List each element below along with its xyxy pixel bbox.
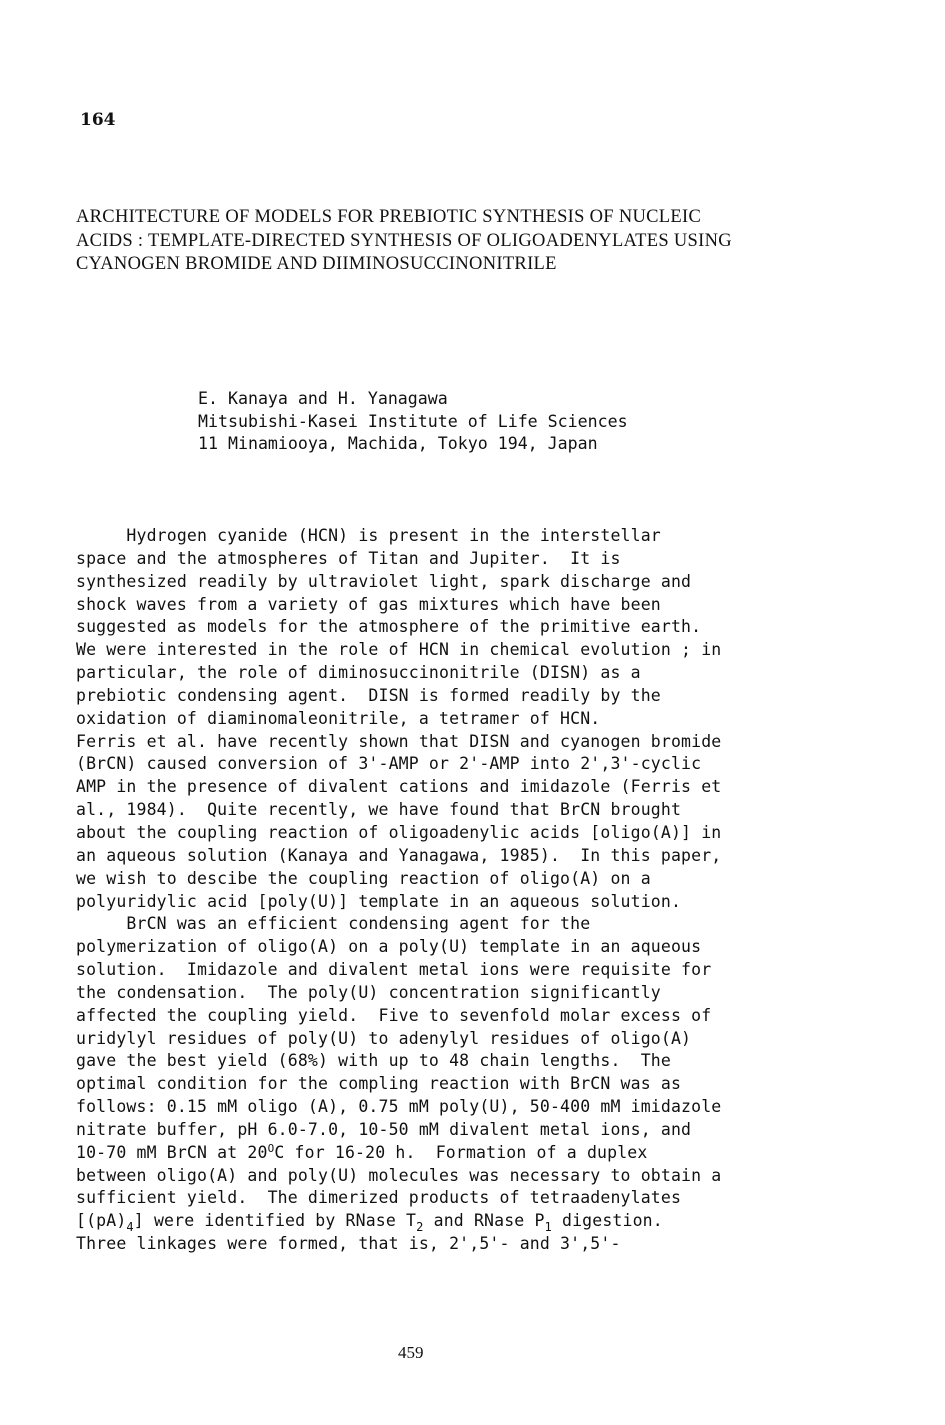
text-run: digestion.: [551, 1211, 663, 1231]
subscript: 4: [126, 1220, 134, 1235]
body-line: synthesized readily by ultraviolet light, spark discharge and: [76, 571, 692, 591]
body-line: between oligo(A) and poly(U) molecules was necessary to obtain a: [76, 1165, 722, 1185]
body-line: about the coupling reaction of oligoadenylic acids [oligo(A)] in: [76, 822, 722, 842]
body-line: uridylyl residues of poly(U) to adenylyl residues of oligo(A): [76, 1028, 692, 1048]
title-line-2: ACIDS : TEMPLATE-DIRECTED SYNTHESIS OF OLIGOADENYLATES USING: [76, 230, 732, 251]
superscript: O: [267, 1141, 275, 1155]
body-line: the condensation. The poly(U) concentration significantly: [76, 982, 661, 1002]
body-line: polyuridylic acid [poly(U)] template in an aqueous solution.: [76, 891, 682, 911]
body-line: polymerization of oligo(A) on a poly(U) template in an aqueous: [76, 937, 702, 957]
body-text: [76, 525, 906, 1256]
body-line: Ferris et al. have recently shown that DISN and cyanogen bromide: [76, 731, 722, 751]
body-line: (BrCN) caused conversion of 3'-AMP or 2'-AMP into 2',3'-cyclic: [76, 754, 702, 774]
body-line: optimal condition for the compling reaction with BrCN was as: [76, 1074, 682, 1094]
body-line: solution. Imidazole and divalent metal ions were requisite for: [76, 960, 712, 980]
page-number-top: 164: [80, 110, 116, 130]
body-line-brcn: [76, 1142, 906, 1165]
text-run: C for 16-20 h. Formation of a duplex: [274, 1142, 648, 1162]
author-names: E. Kanaya and H. Yanagawa: [198, 389, 448, 408]
title-line-1: ARCHITECTURE OF MODELS FOR PREBIOTIC SYNTHESIS OF NUCLEIC: [76, 207, 702, 227]
body-line: particular, the role of diminosuccinonitrile (DISN) as a: [76, 663, 641, 683]
paper-title: [76, 206, 896, 277]
body-line: we wish to descibe the coupling reaction of oligo(A) on a: [76, 868, 651, 888]
body-line: nitrate buffer, pH 6.0-7.0, 10-50 mM divalent metal ions, and: [76, 1119, 692, 1139]
author-block: [198, 388, 628, 456]
body-line: BrCN was an efficient condensing agent for the: [76, 914, 591, 934]
body-line: prebiotic condensing agent. DISN is formed readily by the: [76, 685, 661, 705]
body-line: suggested as models for the atmosphere of the primitive earth.: [76, 617, 702, 637]
body-line: an aqueous solution (Kanaya and Yanagawa, 1985). In this paper,: [76, 845, 722, 865]
body-line: follows: 0.15 mM oligo (A), 0.75 mM poly(U), 50-400 mM imidazole: [76, 1097, 722, 1117]
affiliation: Mitsubishi-Kasei Institute of Life Sciences: [198, 411, 628, 431]
body-line: We were interested in the role of HCN in chemical evolution ; in: [76, 640, 722, 660]
subscript: 2: [416, 1220, 424, 1235]
body-line: space and the atmospheres of Titan and Jupiter. It is: [76, 548, 621, 568]
text-run: [(pA): [76, 1211, 127, 1231]
body-line: sufficient yield. The dimerized products of tetraadenylates: [76, 1188, 682, 1208]
title-line-3: CYANOGEN BROMIDE AND DIIMINOSUCCINONITRILE: [76, 254, 557, 274]
body-line: gave the best yield (68%) with up to 48 chain lengths. The: [76, 1051, 671, 1071]
body-line: al., 1984). Quite recently, we have found that BrCN brought: [76, 800, 682, 820]
subscript: 1: [544, 1220, 552, 1235]
body-line-rnase: [76, 1210, 906, 1233]
text-run: and RNase P: [423, 1211, 545, 1231]
body-line: shock waves from a variety of gas mixtures which have been: [76, 594, 661, 614]
body-line: oxidation of diaminomaleonitrile, a tetramer of HCN.: [76, 708, 601, 728]
body-line: affected the coupling yield. Five to sevenfold molar excess of: [76, 1005, 712, 1025]
text-run: 10-70 mM BrCN at 20: [76, 1142, 268, 1162]
text-run: ] were identified by RNase T: [133, 1211, 417, 1231]
body-line: AMP in the presence of divalent cations and imidazole (Ferris et: [76, 777, 722, 797]
body-line-last: Three linkages were formed, that is, 2',5'- and 3',5'-: [76, 1234, 621, 1254]
address: 11 Minamiooya, Machida, Tokyo 194, Japan: [198, 434, 598, 453]
body-line: Hydrogen cyanide (HCN) is present in the interstellar: [76, 526, 661, 545]
page-number-bottom: 459: [398, 1343, 424, 1362]
